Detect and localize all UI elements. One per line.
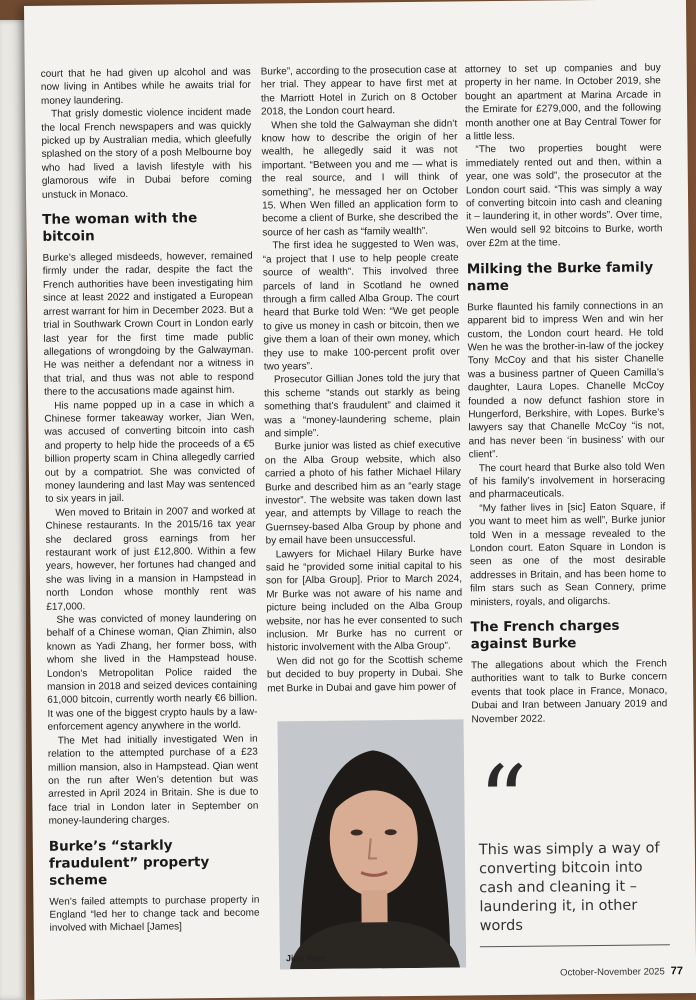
page-footer bbox=[560, 965, 683, 978]
paragraph: That grisly domestic violence incident made the local French newspapers and was quickly picked up by Australian media, which gleefully splashed on the story of a posh Melbourne boy who had lived a lavish lifestyle with his glamorous wife in Dubai before coming unstuck in Monaco. bbox=[41, 106, 252, 201]
facing-page-edge bbox=[0, 20, 26, 1000]
column-3 bbox=[465, 61, 668, 726]
paragraph: “The two properties bought were immediately rented out and then, within a year, one was sold”, the prosecutor at the London court said. “This was simply a way of converting bitcoin into cash and cleaning it – laundering it, in other words”. Over time, Wen would sell 92 bitcoins to Burke, worth over £2m at the time. bbox=[465, 142, 663, 250]
paragraph: The allegations about which the French authorities want to talk to Burke concern events that took place in France, Monaco, Dubai and Iran between January 2019 and November 2022. bbox=[470, 658, 668, 726]
portrait-illustration bbox=[278, 719, 467, 969]
photo-caption: Jian Wen bbox=[285, 952, 326, 964]
paragraph: Wen did not go for the Scottish scheme but decided to buy property in Dubai. She met Burke in Dubai and gave him power of bbox=[266, 654, 464, 695]
paragraph: Wen moved to Britain in 2007 and worked at Chinese restaurants. In the 2015/16 tax year she declared gross earnings from her restaurant work of just £12,800. Within a few years, however, her fortunes had changed and she was living in a mansion in Hampstead in north London whose monthly rent was £17,000. bbox=[45, 505, 257, 613]
paragraph: His name popped up in a case in which a Chinese former takeaway worker, Jian Wen, was accused of converting bitcoin into cash and property to help hide the proceeds of a €5 billion property scam in China allegedly carried out by a compatriot. She was convicted of money laundering and last May was sentenced to six years in jail. bbox=[44, 398, 256, 506]
paragraph: Burke junior was listed as chief executive on the Alba Group website, which also carried a photo of his father Michael Hilary Burke and described him as an “early stage investor”. The website was taken down last year, and attempts by Village to reach the Guernsey-based Alba Group by phone and by email have been unsuccessful. bbox=[264, 439, 462, 547]
paragraph: She was convicted of money laundering on behalf of a Chinese woman, Qian Zhimin, also known as Yadi Zhang, her former boss, with whom she lived in the Hampstead house. London’s Metropolitan Police raided the mansion in 2018 and seized devices containing 61,000 bitcoin, currently worth nearly €6 billion. It was one of the biggest crypto hauls by a law-enforcement agency anywhere in the world. bbox=[46, 612, 258, 734]
pull-quote bbox=[477, 744, 670, 947]
pull-quote-text: This was simply a way of converting bitcoin into cash and cleaning it – laundering it, in other words bbox=[478, 840, 660, 935]
magazine-page bbox=[24, 0, 696, 1000]
column-1 bbox=[41, 66, 260, 936]
paragraph: When she told the Galwayman she didn’t know how to describe the origin of her wealth, he allegedly said it was not important. “Between you and me — what is the real source, and I will think of something”, he messaged her on October 15. When Wen filled an application form to become a client of Burke, she described the source of her cash as “family wealth”. bbox=[261, 118, 459, 239]
issue-date: October-November 2025 bbox=[560, 966, 665, 979]
paragraph: Burke”, according to the prosecution case at her trial. They appear to have first met at the Marriott Hotel in Zurich on 8 October 2018, the London court heard. bbox=[260, 64, 458, 118]
portrait-photo bbox=[278, 719, 467, 969]
paragraph: Burke’s alleged misdeeds, however, remained firmly under the radar, despite the fact the French authorities have been investigating him since at least 2022 and instigated a European arrest warrant for him in December 2023. But a trial in Southwark Crown Court in London early last year for the first time made public allegations of wrongdoing by the Galwayman. He was neither a defendant nor a witness in that trial, and thus was not able to respond there to the accusations made against him. bbox=[42, 250, 254, 398]
subheading-french-charges: The French charges against Burke bbox=[470, 617, 620, 653]
subheading-bitcoin: The woman with the bitcoin bbox=[42, 210, 198, 245]
quote-mark-icon: “ bbox=[477, 744, 523, 858]
paragraph: court that he had given up alcohol and was now living in Antibes while he awaits trial for money laundering. bbox=[40, 66, 251, 107]
paragraph: The court heard that Burke also told Wen of his family’s involvement in horseracing and pharmaceuticals. bbox=[468, 460, 666, 501]
paragraph: Burke flaunted his family connections in an apparent bid to impress Wen and win her custom, the London court heard. He told Wen he was the brother-in-law of the jockey Tony McCoy and that his sister Chanelle was a business partner of Queen Camilla’s daughter, Laura Lopes. Chanelle McCoy founded a now defunct fashion store in Hungerford, Berkshire, with Lopes. Burke’s lawyers say that Chanelle McCoy “is not, and has never been ‘in business’ with our client”. bbox=[467, 300, 665, 461]
paragraph: Prosecutor Gillian Jones told the jury that this scheme “stands out starkly as being something that’s fraudulent” and claimed it was a “money-laundering scheme, plain and simple”. bbox=[264, 372, 461, 440]
paragraph: “My father lives in [sic] Eaton Square, if you want to meet him as well”, Burke junior told Wen in a message revealed to the London court. Eaton Square in London is seen as one of the most desirable addresses in Britain, and has been home to film stars such as Sean Connery, prime ministers, royals, and oligarchs. bbox=[469, 501, 667, 608]
paragraph: The first idea he suggested to Wen was, “a project that I use to help people create source of wealth”. This involved three parcels of land in Scotland he owned through a firm called Alba Group. The court heard that Burke told Wen: “We get people to give us money in cash or bitcoin, then we give them a loan of their own money, which they use to make 100-percent profit over two years”. bbox=[262, 238, 460, 373]
subheading-milking-family-name: Milking the Burke family name bbox=[466, 259, 654, 295]
paragraph: attorney to set up companies and buy property in her name. In October 2019, she bought an apartment at Marina Arcade in the Emirate for £279,000, and the following month another one at Bay Central Tower for a little less. bbox=[464, 62, 662, 143]
page-number: 77 bbox=[670, 965, 684, 978]
subheading-fraudulent-scheme: Burke’s “starkly fraudulent” property scheme bbox=[48, 837, 210, 889]
paragraph: The Met had initially investigated Wen in relation to the attempted purchase of a £23 million mansion, also in Hampstead. Qian went on the run after Wen’s detention but was arrested in April 2024 in Britain. She is due to face trial in London later in September on money-laundering charges. bbox=[47, 733, 259, 827]
paragraph: Wen’s failed attempts to purchase property in England “led her to change tack and become involved with Michael [James] bbox=[49, 894, 260, 935]
column-2 bbox=[261, 63, 464, 695]
divider bbox=[480, 944, 670, 947]
paragraph: Lawyers for Michael Hilary Burke have said he “provided some initial capital to his son for [Alba Group]. Prior to March 2024, Mr Burke was not aware of his name and picture being included on the Alba Group website, nor has he ever consented to such inclusion. Mr Burke has no current or historic involvement with the Alba Group”. bbox=[265, 547, 463, 654]
